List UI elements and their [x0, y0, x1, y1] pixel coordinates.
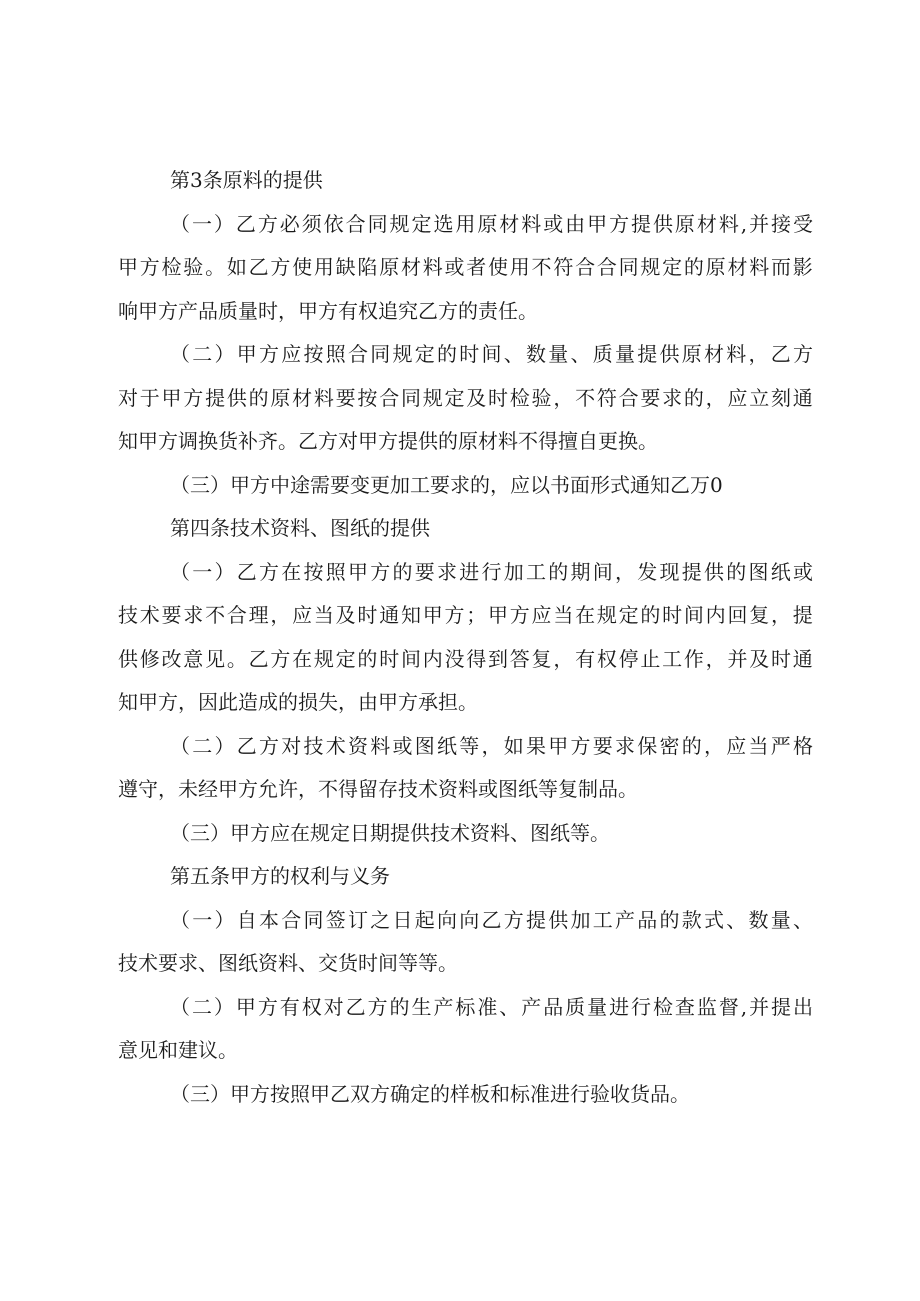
paragraph-line: 响甲方产品质量时，甲方有权追究乙方的责任。 [118, 299, 538, 323]
paragraph-line: （ 一 ） 乙 方 必 须 依 合 同 规 定 选 用 原 材 料 或 由 甲 方 提 供 原 材 料 , 并 接 受 [170, 212, 813, 236]
article-4-heading: 第四条技术资料、图纸的提供 [170, 516, 430, 540]
paragraph-line: 遵守，未经甲方允许，不得留存技术资料或图纸等复制品。 [118, 777, 638, 801]
article-3-heading: 第3条原料的提供 [170, 168, 323, 192]
paragraph-line: 甲 方 检 验 。 如 乙 方 使 用 缺 陷 原 材 料 或 者 使 用 不 符 合 合 同 规 定 的 原 材 料 而 影 [118, 255, 813, 279]
paragraph-line: （ 二 ） 甲 方 有 权 对 乙 方 的 生 产 标 准 、 产 品 质 量 进 行 检 查 监 督 , 并 提 出 [170, 995, 813, 1019]
paragraph-line: 对 于 甲 方 提 供 的 原 材 料 要 按 合 同 规 定 及 时 检 验 ， 不 符 合 要 求 的 ， 应 立 刻 通 [118, 386, 813, 410]
paragraph-line: （ 二 ） 甲 方 应 按 照 合 同 规 定 的 时 间 、 数 量 、 质 量 提 供 原 材 料 ， 乙 方 [170, 342, 813, 366]
paragraph-line: （ 一 ） 自 本 合 同 签 订 之 日 起 向 向 乙 方 提 供 加 工 产 品 的 款 式 、 数 量 、 [170, 908, 813, 932]
article-5-heading: 第五条甲方的权利与义务 [170, 864, 390, 888]
paragraph-line: 供 修 改 意 见 。 乙 方 在 规 定 的 时 间 内 没 得 到 答 复 ， 有 权 停 止 工 作 ， 并 及 时 通 [118, 647, 813, 671]
paragraph-line: （ 二 ） 乙 方 对 技 术 资 料 或 图 纸 等 ， 如 果 甲 方 要 求 保 密 的 ， 应 当 严 格 [170, 734, 813, 758]
paragraph-line: （三）甲方中途需要变更加工要求的，应以书面形式通知乙万0 [170, 473, 723, 497]
paragraph-line: （三）甲方应在规定日期提供技术资料、图纸等。 [170, 821, 610, 845]
paragraph-line: 意见和建议。 [118, 1038, 238, 1062]
paragraph-line: 技 术 要 求 不 合 理 ， 应 当 及 时 通 知 甲 方 ； 甲 方 应 当 在 规 定 的 时 间 内 回 复 ， 提 [118, 603, 813, 627]
paragraph-line: 技术要求、图纸资料、交货时间等等。 [118, 951, 458, 975]
paragraph-line: （三）甲方按照甲乙双方确定的样板和标准进行验收货品。 [170, 1082, 690, 1106]
paragraph-line: 知甲方调换货补齐。乙方对甲方提供的原材料不得擅自更换。 [118, 429, 658, 453]
paragraph-line: 知甲方，因此造成的损失，由甲方承担。 [118, 690, 478, 714]
paragraph-line: （ 一 ） 乙 方 在 按 照 甲 方 的 要 求 进 行 加 工 的 期 间 ， 发 现 提 供 的 图 纸 或 [170, 560, 813, 584]
